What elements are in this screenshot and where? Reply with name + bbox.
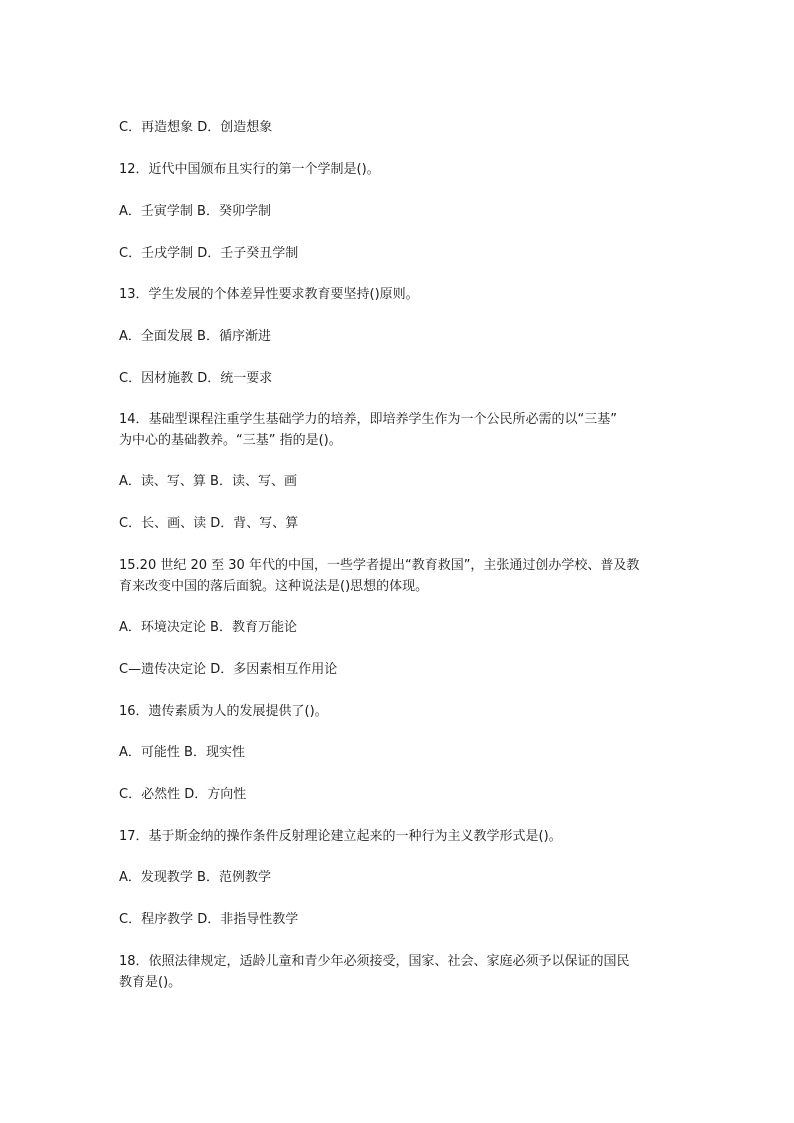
option-line-16-cd: C．必然性 D．方向性 [119,787,247,802]
option-line-13-cd: C．因材施教 D．统一要求 [119,371,273,386]
option-line-17-cd: C．程序教学 D．非指导性教学 [119,912,299,927]
question-17: 17．基于斯金纳的操作条件反射理论建立起来的一种行为主义教学形式是()。 [119,829,562,844]
question-16: 16．遗传素质为人的发展提供了()。 [119,704,328,719]
question-18-line-2: 教育是()。 [119,975,182,990]
option-line-14-cd: C．长、画、读 D．背、写、算 [119,516,299,531]
question-18-line-1: 18．依照法律规定，适龄儿童和青少年必须接受，国家、社会、家庭必须予以保证的国民 [119,954,630,969]
option-line-16-ab: A．可能性 B．现实性 [119,745,245,760]
option-line-17-ab: A．发现教学 B．范例教学 [119,870,271,885]
question-14-line-2: 为中心的基础教养。“三基” 指的是()。 [119,433,342,448]
option-line-14-ab: A．读、写、算 B．读、写、画 [119,474,297,489]
option-line-15-ab: A．环境决定论 B．教育万能论 [119,620,297,635]
option-line-12-ab: A．壬寅学制 B．癸卯学制 [119,204,271,219]
option-line-15-cd: C—遗传决定论 D．多因素相互作用论 [119,662,338,677]
option-line-11-cd: C．再造想象 D．创造想象 [119,120,273,135]
question-15-line-2: 育来改变中国的落后面貌。这种说法是()思想的体现。 [119,579,429,594]
question-12: 12．近代中国颁布且实行的第一个学制是()。 [119,162,380,177]
question-14-line-1: 14．基础型课程注重学生基础学力的培养，即培养学生作为一个公民所必需的以“三基” [119,412,618,427]
option-line-12-cd: C．壬戌学制 D．壬子癸丑学制 [119,246,299,261]
question-15-line-1: 15.20 世纪 20 至 30 年代的中国，一些学者提出“教育救国”，主张通过创办学校、普及教 [119,558,640,573]
question-13: 13．学生发展的个体差异性要求教育要坚持()原则。 [119,287,419,302]
option-line-13-ab: A．全面发展 B．循序渐进 [119,329,271,344]
